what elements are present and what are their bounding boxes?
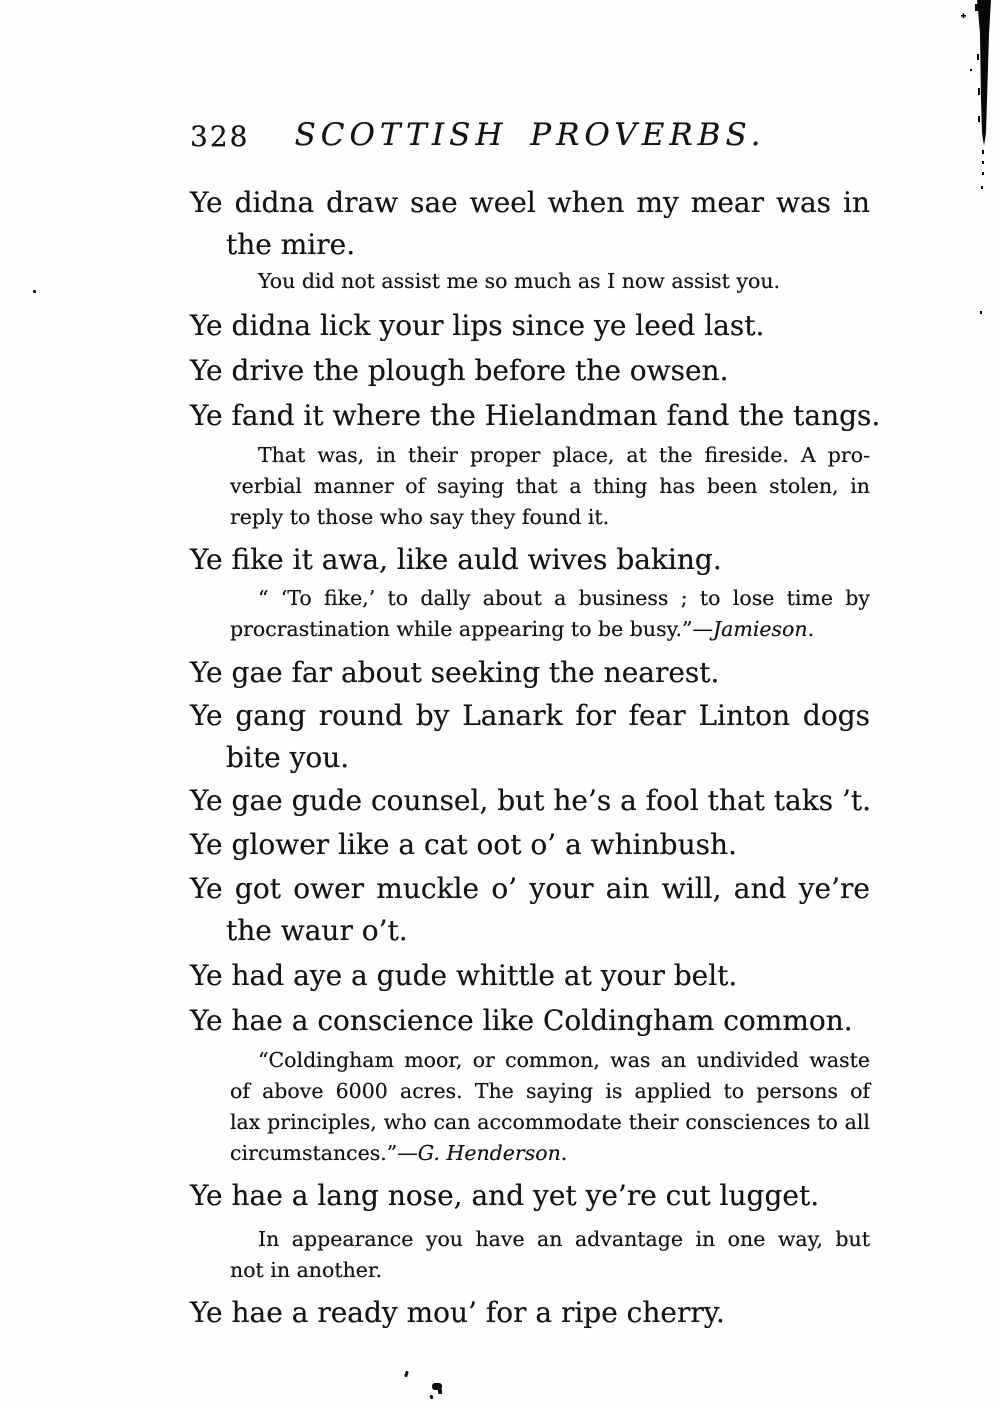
proverb-entry — [190, 652, 870, 694]
proverb-line: Ye gang round by Lanark for fear Linton dogs — [190, 699, 870, 732]
proverb-line: the waur o’t. — [226, 914, 408, 947]
proverb-line: Ye hae a lang nose, and yet ye’re cut lugget. — [190, 1179, 820, 1212]
attribution: Jamieson — [712, 617, 808, 641]
proverb-entry — [190, 780, 870, 822]
ink-speck — [429, 1395, 433, 1400]
proverb-entry — [190, 1292, 870, 1334]
ink-speck — [33, 290, 36, 293]
note-line: In appearance you have an advantage in one way, but — [258, 1227, 870, 1251]
page-content — [190, 116, 881, 1334]
note-entry — [230, 266, 870, 297]
proverb-line: Ye didna lick your lips since ye leed last. — [190, 309, 765, 342]
proverb-entry — [190, 695, 870, 779]
note-line: of above 6000 acres. The saying is applied to persons of — [230, 1079, 870, 1103]
note-line: “Coldingham moor, or common, was an undivided waste — [258, 1048, 870, 1072]
proverb-line: Ye got ower muckle o’ your ain will, and ye’re — [190, 872, 870, 905]
proverb-entry — [190, 539, 870, 581]
proverb-entry — [190, 182, 870, 266]
proverb-entry — [190, 868, 870, 952]
note-line: “ ‘To fike,’ to dally about a business ; to lose time by — [258, 586, 870, 610]
proverb-entry — [190, 1175, 870, 1217]
page-number: 328 — [190, 120, 250, 153]
proverb-line: Ye drive the plough before the owsen. — [190, 354, 729, 387]
proverb-line: Ye hae a conscience like Coldingham common. — [190, 1004, 853, 1037]
note-entry — [230, 583, 870, 645]
note-line: verbial manner of saying that a thing has been stolen, in — [230, 474, 870, 498]
note-line: lax principles, who can accommodate their consciences to all — [230, 1110, 870, 1134]
proverb-line: bite you. — [226, 741, 350, 774]
attribution: G. Henderson — [417, 1141, 561, 1165]
proverb-entry — [190, 824, 870, 866]
ink-speck — [404, 1371, 409, 1378]
scan-artifact-right-streak — [940, 0, 1000, 340]
note-entry — [230, 440, 870, 533]
proverb-line: Ye had aye a gude whittle at your belt. — [190, 959, 738, 992]
ink-speck — [438, 1389, 442, 1394]
note-entry — [230, 1224, 870, 1286]
note-entry — [230, 1045, 870, 1169]
proverb-entry — [190, 305, 870, 347]
proverb-line: Ye didna draw sae weel when my mear was in — [190, 186, 870, 219]
proverb-entry — [190, 350, 870, 392]
proverb-line: Ye glower like a cat oot o’ a whinbush. — [190, 828, 737, 861]
proverb-entry — [190, 955, 870, 997]
proverb-line: Ye hae a ready mou’ for a ripe cherry. — [190, 1296, 725, 1329]
note-line: procrastination while appearing to be busy.”—Jamieson. — [230, 617, 815, 641]
note-line: circumstances.”—G. Henderson. — [230, 1141, 568, 1165]
note-line: That was, in their proper place, at the fireside. A pro- — [258, 443, 870, 467]
proverb-line: Ye gae gude counsel, but he’s a fool that taks ’t. — [190, 784, 872, 817]
running-head — [190, 116, 870, 154]
note-line: not in another. — [230, 1258, 382, 1282]
proverb-line: the mire. — [226, 228, 356, 261]
proverb-line: Ye fand it where the Hielandman fand the tangs. — [190, 399, 881, 432]
note-line: You did not assist me so much as I now assist you. — [258, 269, 781, 293]
proverb-line: Ye gae far about seeking the nearest. — [190, 656, 720, 689]
note-line: reply to those who say they found it. — [230, 505, 610, 529]
proverb-entry — [190, 1000, 870, 1042]
proverb-line: Ye fike it awa, like auld wives baking. — [190, 543, 722, 576]
page-title: SCOTTISH PROVERBS. — [294, 117, 766, 153]
proverb-entry — [190, 395, 881, 437]
